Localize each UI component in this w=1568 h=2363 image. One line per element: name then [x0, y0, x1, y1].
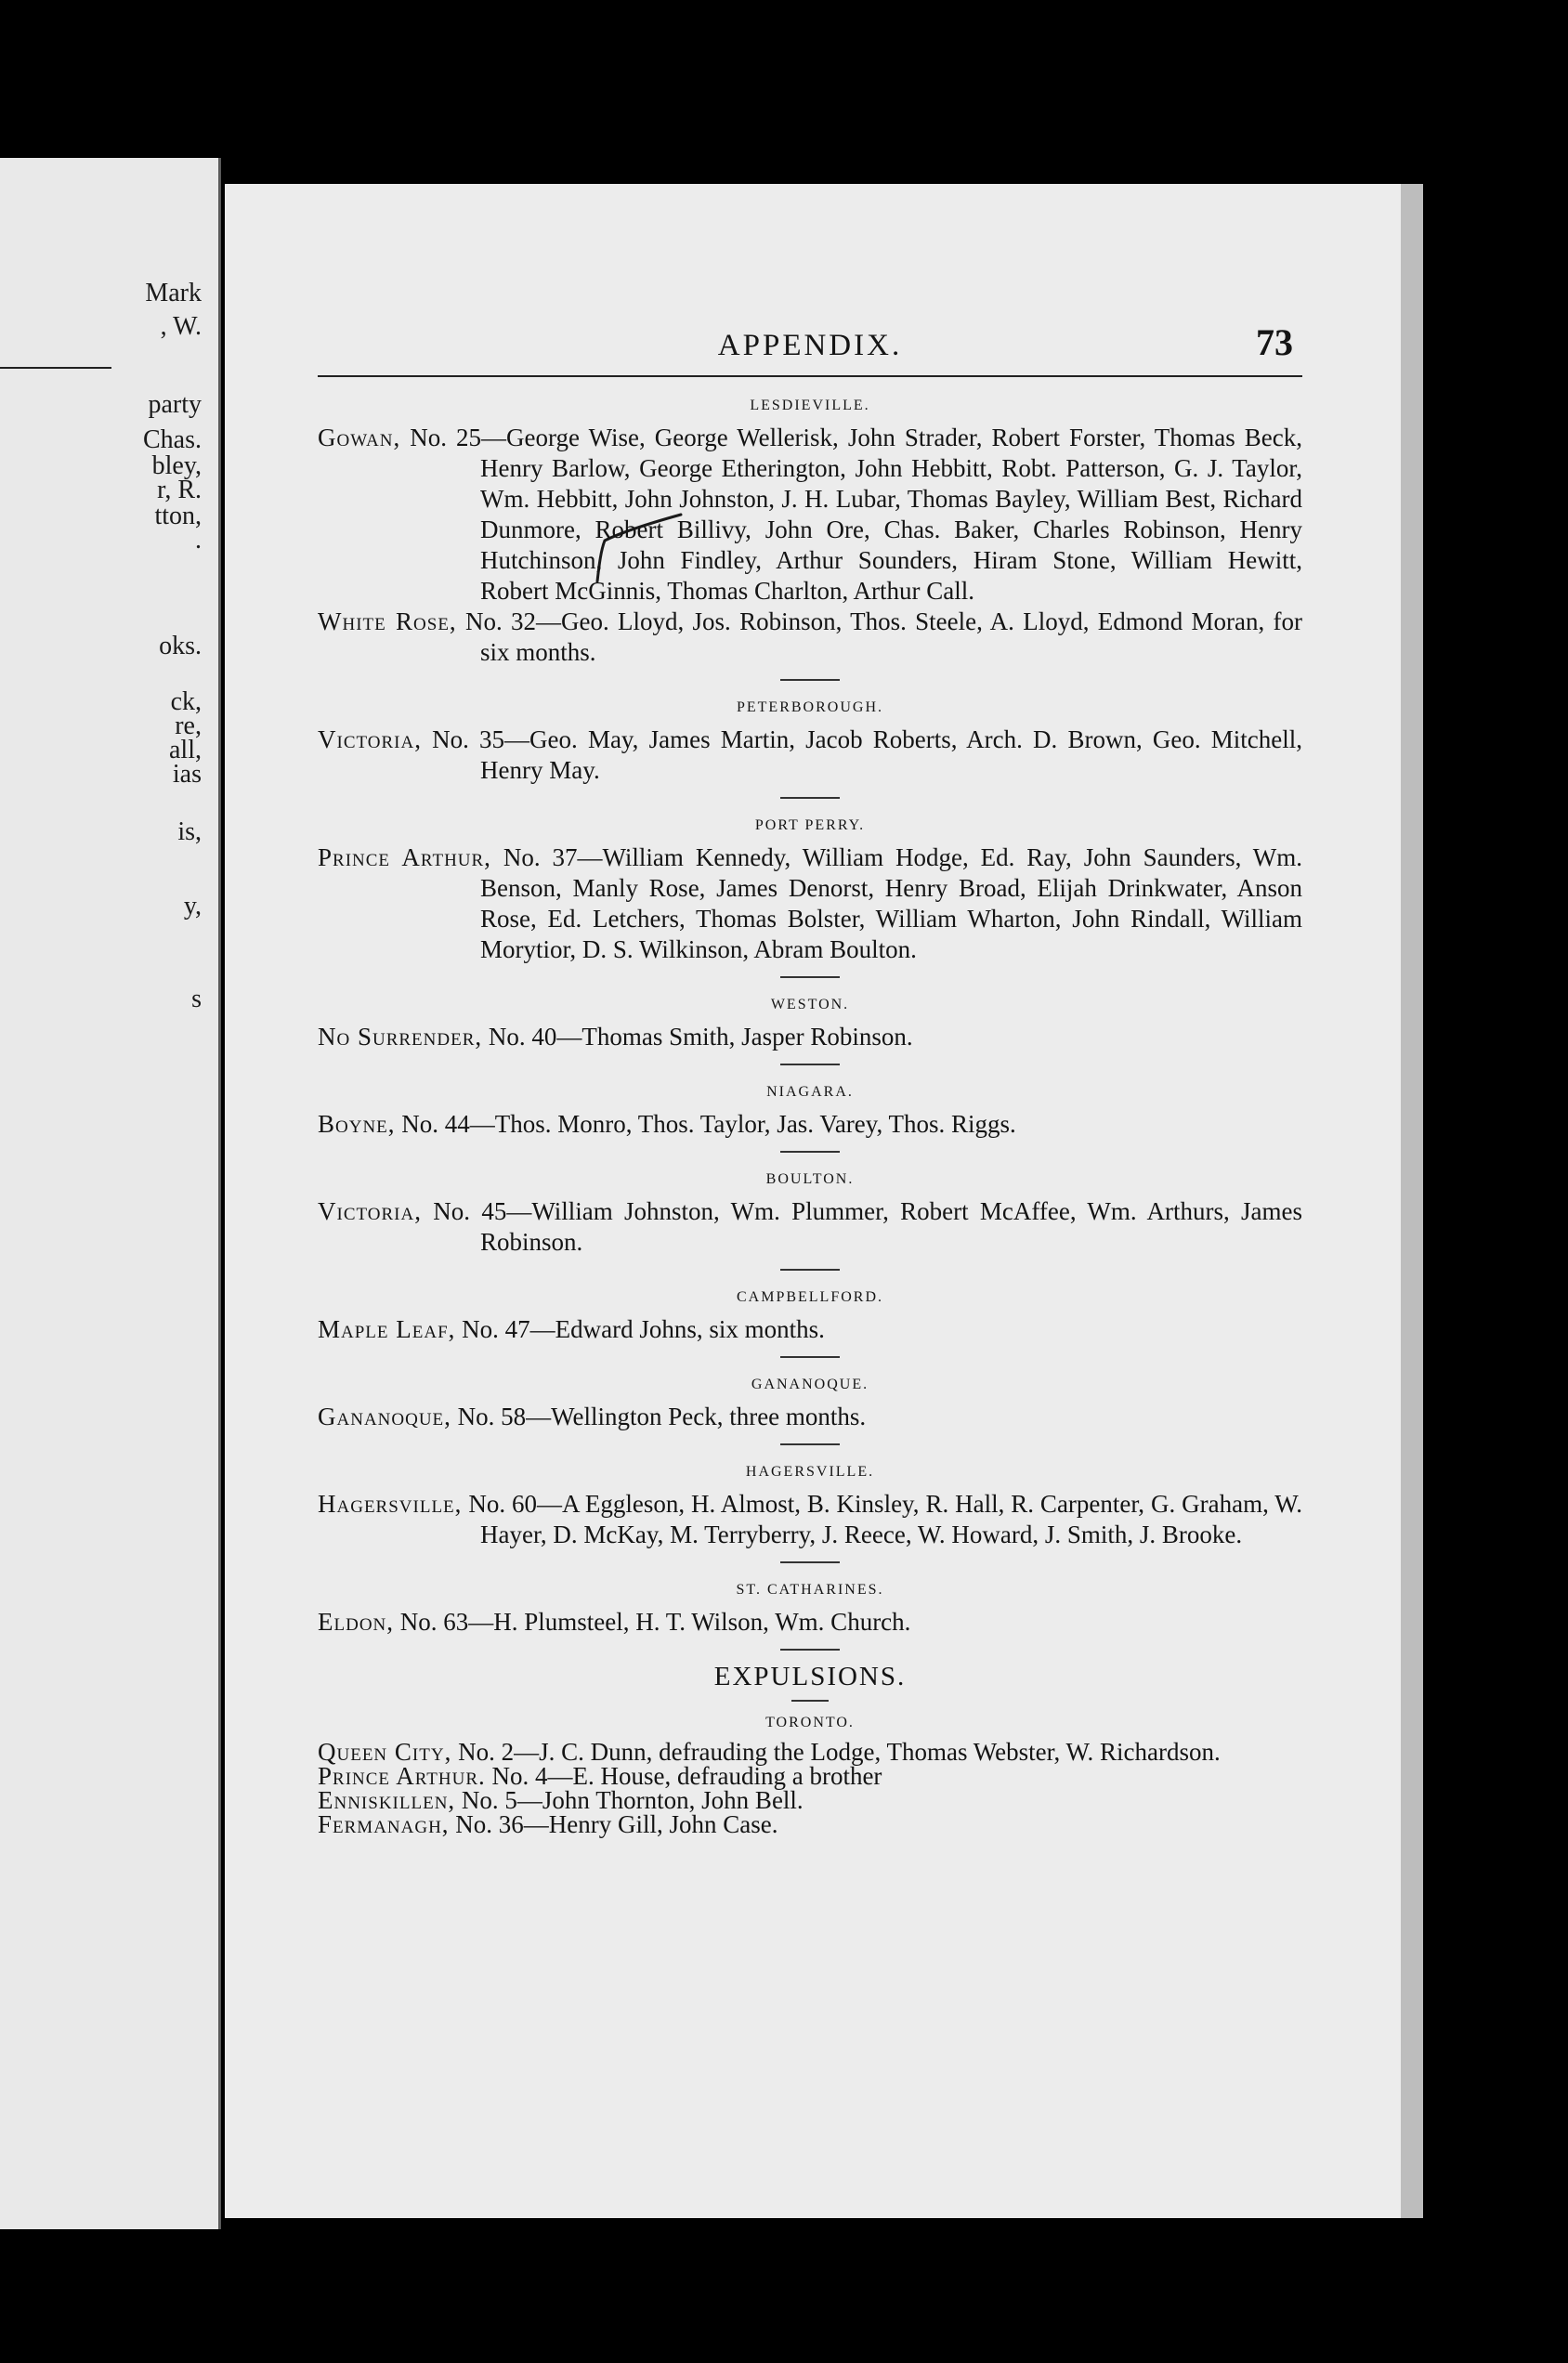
- left-page-text-fragment: y,: [183, 892, 202, 920]
- lodge-members: No. 37—William Kennedy, William Hodge, Ed. Ray, John Saunders, Wm. Benson, Manly Rose, James Denorst, Henry Broad, Elijah Drinkwater, Anson Rose, Ed. Letchers, Thomas Bolster, William Wharton, John Rindall, William Morytior, D. S. Wilkinson, Abram Boulton.: [480, 843, 1303, 963]
- lodge-entry: [318, 1109, 1302, 1140]
- lodge-name: White Rose,: [318, 607, 457, 635]
- divider: [791, 1700, 829, 1702]
- left-facing-page: [0, 158, 221, 2229]
- left-page-rule: [0, 367, 111, 369]
- expulsion-details: No. 36—Henry Gill, John Case.: [455, 1810, 778, 1838]
- left-page-text-fragment: tton,: [154, 502, 202, 530]
- place-heading: NIAGARA.: [766, 1084, 854, 1100]
- left-page-text-fragment: ck,: [170, 687, 202, 716]
- lodge-entry: [318, 423, 1302, 607]
- lodge-members: No. 47—Edward Johns, six months.: [462, 1315, 825, 1343]
- left-page-text-fragment: Chas.: [143, 425, 202, 454]
- divider: [780, 1151, 840, 1153]
- lodge-entry: [318, 1402, 1302, 1432]
- place-heading: BOULTON.: [765, 1171, 855, 1187]
- divider: [780, 1443, 840, 1445]
- lodge-entry: [318, 607, 1302, 668]
- lodge-name: Prince Arthur,: [318, 843, 491, 871]
- expulsion-details: No. 4—E. House, defrauding a brother: [491, 1762, 882, 1790]
- lodge-name: Boyne,: [318, 1110, 396, 1138]
- expulsions-heading: EXPULSIONS.: [713, 1662, 907, 1691]
- lodge-name: Prince Arthur.: [318, 1762, 486, 1790]
- expulsion-entry: [318, 1764, 1302, 1788]
- place-heading: GANANOQUE.: [751, 1377, 869, 1392]
- left-page-text-fragment: Mark: [145, 279, 202, 307]
- lodge-name: Victoria,: [318, 1197, 422, 1225]
- lodge-name: Queen City,: [318, 1738, 452, 1766]
- divider: [780, 976, 840, 978]
- lodge-entry: [318, 725, 1302, 786]
- expulsion-entry: [318, 1740, 1302, 1764]
- lodge-members: No. 40—Thomas Smith, Jasper Robinson.: [488, 1023, 913, 1051]
- divider: [780, 797, 840, 799]
- expulsion-entry: [318, 1812, 1302, 1836]
- main-page: [225, 184, 1423, 2218]
- lodge-members: No. 32—Geo. Lloyd, Jos. Robinson, Thos. Steele, A. Lloyd, Edmond Moran, for six months.: [464, 607, 1303, 666]
- page-content: [318, 321, 1303, 1838]
- left-page-text-fragment: s: [191, 985, 202, 1013]
- place-heading: LESDIEVILLE.: [750, 398, 870, 413]
- lodge-entry: [318, 1489, 1302, 1550]
- left-page-text-fragment: oks.: [159, 632, 202, 660]
- lodge-entry: [318, 1196, 1302, 1258]
- lodge-name: No Surrender,: [318, 1023, 483, 1051]
- left-page-text-fragment: bley,: [151, 451, 202, 480]
- lodge-members: No. 35—Geo. May, James Martin, Jacob Roberts, Arch. D. Brown, Geo. Mitchell, Henry May.: [432, 725, 1303, 784]
- divider: [780, 1649, 840, 1651]
- place-heading: ST. CATHARINES.: [736, 1582, 884, 1598]
- divider: [780, 1269, 840, 1271]
- suspensions-list: [318, 390, 1302, 1638]
- lodge-name: Gowan,: [318, 424, 401, 451]
- left-page-text-fragment: is,: [177, 817, 202, 846]
- lodge-name: Gananoque,: [318, 1403, 451, 1430]
- lodge-entry: [318, 842, 1302, 965]
- expulsions-list: [318, 1740, 1302, 1836]
- expulsion-details: No. 5—John Thornton, John Bell.: [461, 1786, 804, 1814]
- lodge-entry: [318, 1022, 1302, 1052]
- running-header: [318, 321, 1302, 377]
- page-number: 73: [1256, 321, 1293, 363]
- expulsion-details: No. 2—J. C. Dunn, defrauding the Lodge, Thomas Webster, W. Richardson.: [458, 1738, 1221, 1766]
- divider: [780, 1356, 840, 1358]
- place-heading: CAMPBELLFORD.: [736, 1289, 884, 1305]
- left-page-text-fragment: party: [148, 390, 202, 419]
- lodge-name: Eldon,: [318, 1608, 395, 1636]
- lodge-entry: [318, 1314, 1302, 1345]
- lodge-members: No. 63—H. Plumsteel, H. T. Wilson, Wm. Church.: [399, 1608, 911, 1636]
- lodge-name: Enniskillen,: [318, 1786, 456, 1814]
- expulsions-place: TORONTO.: [765, 1715, 855, 1730]
- page-title: APPENDIX.: [717, 329, 903, 362]
- lodge-members: No. 58—Wellington Peck, three months.: [457, 1403, 867, 1430]
- left-page-text-fragment: re,: [175, 712, 202, 740]
- lodge-members: No. 44—Thos. Monro, Thos. Taylor, Jas. Varey, Thos. Riggs.: [401, 1110, 1016, 1138]
- left-page-text-fragment: , W.: [160, 312, 202, 341]
- lodge-name: Victoria,: [318, 725, 422, 753]
- divider: [780, 1561, 840, 1563]
- lodge-members: No. 45—William Johnston, Wm. Plummer, Robert McAffee, Wm. Arthurs, James Robinson.: [433, 1197, 1302, 1256]
- left-page-text-fragment: r, R.: [157, 476, 202, 504]
- lodge-name: Fermanagh,: [318, 1810, 450, 1838]
- lodge-name: Maple Leaf,: [318, 1315, 456, 1343]
- place-heading: WESTON.: [770, 997, 850, 1012]
- left-page-text-fragment: .: [195, 526, 202, 555]
- lodge-entry: [318, 1607, 1302, 1638]
- lodge-members: No. 60—A Eggleson, H. Almost, B. Kinsley, R. Hall, R. Carpenter, G. Graham, W. Hayer, D. McKay, M. Terryberry, J. Reece, W. Howard, J. Smith, J. Brooke.: [468, 1490, 1303, 1548]
- place-heading: PORT PERRY.: [754, 817, 866, 833]
- lodge-name: Hagersville,: [318, 1490, 463, 1518]
- left-page-text-fragment: ias: [172, 760, 202, 789]
- divider: [780, 679, 840, 681]
- expulsion-entry: [318, 1788, 1302, 1812]
- divider: [780, 1064, 840, 1065]
- left-page-text-fragment: all,: [169, 736, 202, 764]
- place-heading: HAGERSVILLE.: [745, 1464, 875, 1480]
- lodge-members: No. 25—George Wise, George Wellerisk, John Strader, Robert Forster, Thomas Beck, Henry Barlow, George Etherington, John Hebbitt, Robt. Patterson, G. J. Taylor, Wm. Hebbitt, John Johnston, J. H. Lubar, Thomas Bayley, William Best, Richard Dunmore, Robert Billivy, John Ore, Chas. Baker, Charles Robinson, Henry Hutchinson, John Findley, Arthur Sounders, Hiram Stone, William Hewitt, Robert McGinnis, Thomas Charlton, Arthur Call.: [410, 424, 1302, 605]
- place-heading: PETERBOROUGH.: [736, 699, 883, 715]
